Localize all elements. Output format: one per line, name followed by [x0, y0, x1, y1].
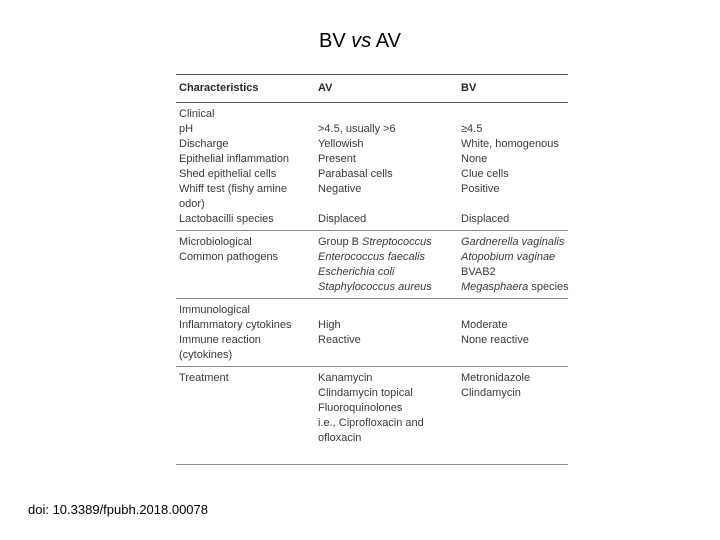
header-bv: BV	[461, 82, 477, 94]
table-cell-line: Fluoroquinolones	[318, 402, 403, 414]
table-cell-line	[179, 401, 318, 416]
table-cell-line: Megasphaera species	[461, 281, 569, 293]
table-cell-c1	[176, 303, 318, 363]
table-cell-line: High	[318, 319, 341, 331]
table-body	[176, 103, 568, 465]
table-cell-line: Positive	[461, 183, 500, 195]
comparison-table	[176, 74, 568, 465]
table-cell-line: Reactive	[318, 334, 361, 346]
table-cell-line: Lactobacilli species	[179, 213, 274, 225]
table-cell-line: ≥4.5	[461, 123, 483, 135]
table-cell-line: Kanamycin	[318, 372, 373, 384]
table-header-row	[176, 75, 568, 102]
table-cell-line: odor)	[179, 198, 205, 210]
table-cell-line: i.e., Ciprofloxacin and	[318, 417, 424, 429]
table-cell-line: White, homogenous	[461, 138, 559, 150]
table-cell-line: Negative	[318, 183, 362, 195]
table-cell-line: Microbiological	[179, 236, 252, 248]
table-cell-line	[179, 265, 318, 280]
table-cell-line: Staphylococcus aureus	[318, 281, 432, 293]
table-cell-c3	[461, 107, 568, 227]
table-cell-line	[461, 348, 568, 363]
table-cell-line: None	[461, 153, 488, 165]
table-cell-line: Whiff test (fishy amine	[179, 183, 287, 195]
table-cell-line	[318, 303, 461, 318]
table-cell-line: >4.5, usually >6	[318, 123, 396, 135]
table-cell-line	[318, 107, 461, 122]
table-cell-line: Yellowish	[318, 138, 364, 150]
table-bottom-rule	[176, 464, 568, 465]
table-cell-c2	[318, 235, 461, 295]
table-cell-line: Common pathogens	[179, 251, 279, 263]
header-av: AV	[318, 82, 333, 94]
header-characteristics: Characteristics	[179, 82, 259, 94]
table-section	[176, 103, 568, 230]
table-cell-line: pH	[179, 123, 194, 135]
table-cell-line: Present	[318, 153, 356, 165]
table-cell-line: ofloxacin	[318, 432, 362, 444]
table-cell-line: Parabasal cells	[318, 168, 393, 180]
table-cell-c3	[461, 371, 568, 461]
table-cell-line	[179, 416, 318, 431]
table-cell-c2	[318, 107, 461, 227]
table-cell-c1	[176, 107, 318, 227]
table-cell-line	[179, 446, 318, 461]
table-cell-c1	[176, 371, 318, 461]
table-cell-line: None reactive	[461, 334, 529, 346]
slide-title: BV vs AV	[319, 30, 401, 52]
table-cell-line: BVAB2	[461, 266, 496, 278]
table-cell-line: Inflammatory cytokines	[179, 319, 292, 331]
table-cell-line: Metronidazole	[461, 372, 531, 384]
table-cell-c3	[461, 235, 568, 295]
table-cell-line: Clindamycin	[461, 387, 521, 399]
table-cell-line: Atopobium vaginae	[461, 251, 556, 263]
table-cell-line: Shed epithelial cells	[179, 168, 277, 180]
table-cell-line: Immunological	[179, 304, 250, 316]
table-cell-line	[318, 197, 461, 212]
table-cell-line: Gardnerella vaginalis	[461, 236, 565, 248]
table-cell-line	[179, 280, 318, 295]
table-cell-c3	[461, 303, 568, 363]
doi-citation: doi: 10.3389/fpubh.2018.00078	[28, 502, 209, 517]
table-cell-line: Immune reaction	[179, 334, 261, 346]
table-cell-line: Epithelial inflammation	[179, 153, 290, 165]
table-cell-line	[461, 303, 568, 318]
table-cell-line	[179, 386, 318, 401]
table-cell-line	[318, 348, 461, 363]
table-section	[176, 299, 568, 366]
table-cell-c1	[176, 235, 318, 295]
table-cell-line: Discharge	[179, 138, 229, 150]
table-cell-line: Group B Streptococcus	[318, 236, 432, 248]
table-cell-line: Enterococcus faecalis	[318, 251, 425, 263]
table-cell-line	[179, 431, 318, 446]
table-cell-line: Clinical	[179, 108, 215, 120]
table-cell-line: (cytokines)	[179, 349, 233, 361]
table-cell-line: Escherichia coli	[318, 266, 395, 278]
table-cell-line: Moderate	[461, 319, 508, 331]
table-cell-line	[461, 107, 568, 122]
table-cell-line	[461, 197, 568, 212]
table-cell-line: Treatment	[179, 372, 229, 384]
table-cell-c2	[318, 371, 461, 461]
table-cell-line: Displaced	[318, 213, 367, 225]
table-cell-line: Clue cells	[461, 168, 509, 180]
table-section	[176, 367, 568, 464]
table-cell-c2	[318, 303, 461, 363]
table-cell-line: Displaced	[461, 213, 510, 225]
table-cell-line: Clindamycin topical	[318, 387, 413, 399]
table-section	[176, 231, 568, 298]
